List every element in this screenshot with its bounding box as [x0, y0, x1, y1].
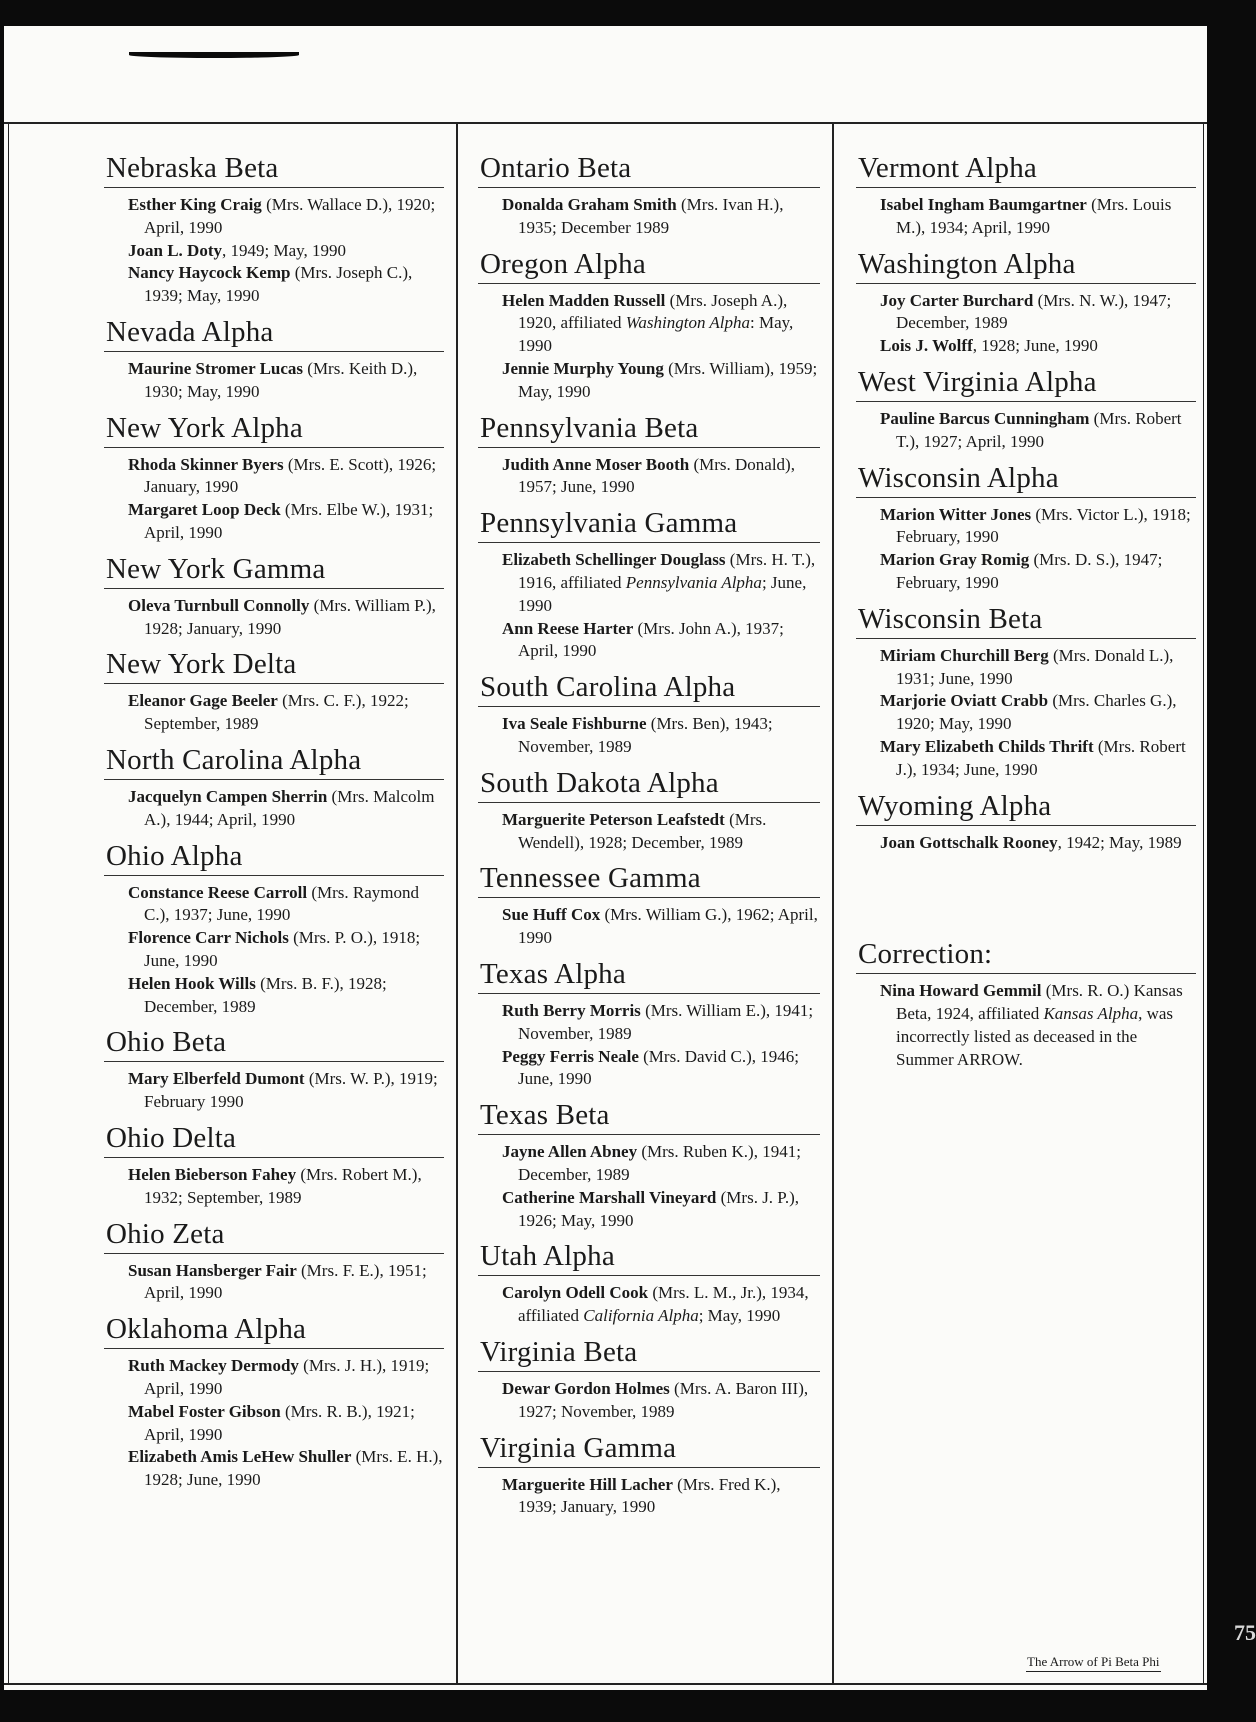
member-name: Margaret Loop Deck: [128, 500, 281, 520]
memorial-entry: [478, 1187, 820, 1233]
memorial-entry: [104, 786, 444, 832]
chapter-section: [104, 647, 444, 736]
chapter-section: [104, 552, 444, 641]
chapter-section: [478, 670, 820, 759]
memorial-entry: [856, 832, 1196, 855]
memorial-entry: [856, 980, 1196, 1071]
memorial-entry: [478, 454, 820, 500]
member-name: Dewar Gordon Holmes: [502, 1378, 670, 1398]
member-name: Helen Bieberson Fahey: [128, 1164, 297, 1184]
publication-footer: The Arrow of Pi Beta Phi: [1026, 1654, 1161, 1672]
member-name: Susan Hansberger Fair: [128, 1260, 297, 1280]
member-name: Florence Carr Nichols: [128, 928, 289, 948]
chapter-section: [104, 315, 444, 404]
memorial-entry: [478, 358, 820, 404]
member-name: Marjorie Oviatt Crabb: [880, 691, 1049, 711]
member-detail: (Mrs. William P.), 1928; January, 1990: [144, 595, 436, 638]
chapter-section: [104, 839, 444, 1019]
correction-heading: Correction:: [856, 937, 1196, 974]
chapter-section: [856, 789, 1196, 855]
chapter-section: [856, 602, 1196, 782]
member-name: Ruth Mackey Dermody: [128, 1356, 299, 1376]
chapter-heading: New York Delta: [104, 647, 444, 684]
chapter-section: [856, 247, 1196, 358]
member-detail: (Mrs. R. B.), 1921; April, 1990: [144, 1401, 415, 1444]
member-detail: (Mrs. David C.), 1946; June, 1990: [518, 1046, 799, 1089]
chapter-section: [478, 411, 820, 500]
member-name: Oleva Turnbull Connolly: [128, 595, 310, 615]
member-detail: (Mrs. Robert M.), 1932; September, 1989: [144, 1164, 422, 1207]
member-detail-end: ; May, 1990: [698, 1306, 781, 1326]
memorial-entry: [478, 904, 820, 950]
memorial-entry: [856, 549, 1196, 595]
chapter-section: [104, 151, 444, 308]
memorial-entry: [104, 973, 444, 1019]
memorial-entry: [104, 1355, 444, 1401]
member-detail: (Mrs. Elbe W.), 1931; April, 1990: [144, 500, 434, 542]
member-detail-end: : May, 1990: [518, 313, 794, 356]
memorial-entry: [104, 499, 444, 545]
affiliated-chapter: Pennsylvania Alpha: [625, 572, 762, 592]
memorial-entry: [478, 618, 820, 664]
memorial-entry: [856, 690, 1196, 736]
member-name: Joan Gottschalk Rooney: [880, 832, 1058, 852]
column-divider-1: [456, 122, 458, 1684]
member-detail: (Mrs. A. Baron III), 1927; November, 1989: [518, 1378, 809, 1421]
chapter-heading: West Virginia Alpha: [856, 365, 1196, 402]
memorial-entry: [104, 1446, 444, 1492]
memorial-entry: [856, 335, 1196, 358]
member-name: Marguerite Peterson Leafstedt: [502, 809, 725, 829]
member-name: Maurine Stromer Lucas: [128, 358, 304, 378]
memorial-entry: [104, 595, 444, 641]
chapter-section: [104, 411, 444, 545]
member-detail: (Mrs. E. H.), 1928; June, 1990: [144, 1447, 443, 1490]
page-number: 75: [1234, 1620, 1256, 1645]
member-detail: (Mrs. Ruben K.), 1941; December, 1989: [518, 1142, 801, 1184]
chapter-heading: Pennsylvania Gamma: [478, 506, 820, 543]
member-name: Ruth Berry Morris: [502, 1000, 641, 1020]
member-name: Peggy Ferris Neale: [502, 1046, 639, 1066]
member-name: Mabel Foster Gibson: [128, 1401, 281, 1421]
member-name: Mary Elizabeth Childs Thrift: [880, 736, 1094, 756]
member-detail: (Mrs. J. P.), 1926; May, 1990: [518, 1187, 800, 1230]
memorial-entry: [104, 240, 444, 263]
member-detail-end: , was incorrectly listed as deceased in the Summer ARROW.: [896, 1004, 1174, 1069]
chapter-section: [856, 151, 1196, 240]
chapter-heading: Wyoming Alpha: [856, 789, 1196, 826]
member-name: Helen Hook Wills: [128, 973, 256, 993]
member-detail: (Mrs. Fred K.), 1939; January, 1990: [518, 1474, 781, 1517]
memorial-entry: [856, 645, 1196, 691]
member-detail: (Mrs. Wendell), 1928; December, 1989: [518, 809, 767, 852]
chapter-section: [478, 1098, 820, 1232]
chapter-section: [104, 1121, 444, 1210]
member-name: Constance Reese Carroll: [128, 882, 308, 902]
chapter-section: [856, 365, 1196, 454]
memorial-entry: [104, 1260, 444, 1306]
member-name: Jayne Allen Abney: [502, 1142, 638, 1162]
memorial-entry: [478, 1474, 820, 1520]
memorial-entry: [478, 1378, 820, 1424]
member-detail: (Mrs. Keith D.), 1930; May, 1990: [144, 358, 418, 401]
chapter-section: [478, 1335, 820, 1424]
member-detail: (Mrs. Joseph C.), 1939; May, 1990: [144, 263, 413, 306]
column-3: [856, 151, 1196, 1079]
correction-section: [856, 937, 1196, 1071]
chapter-section: [104, 1217, 444, 1306]
member-name: Nina Howard Gemmil: [880, 981, 1042, 1001]
chapter-section: [478, 506, 820, 663]
member-detail: (Mrs. William), 1959; May, 1990: [518, 358, 818, 401]
affiliated-chapter: Washington Alpha: [625, 313, 751, 333]
memorial-entry: [104, 454, 444, 500]
member-detail: (Mrs. F. E.), 1951; April, 1990: [144, 1260, 427, 1303]
member-name: Joy Carter Burchard: [880, 290, 1034, 310]
chapter-heading: Vermont Alpha: [856, 151, 1196, 188]
member-detail: (Mrs. J. H.), 1919; April, 1990: [144, 1356, 430, 1398]
chapter-heading: Pennsylvania Beta: [478, 411, 820, 448]
memorial-entry: [478, 290, 820, 358]
member-name: Jacquelyn Campen Sherrin: [128, 786, 328, 806]
member-name: Isabel Ingham Baumgartner: [880, 195, 1087, 214]
member-name: Judith Anne Moser Booth: [502, 454, 690, 474]
member-name: Marguerite Hill Lacher: [502, 1474, 673, 1494]
member-detail: (Mrs. L. M., Jr.), 1934, affiliated: [518, 1283, 809, 1326]
chapter-heading: Ontario Beta: [478, 151, 820, 188]
chapter-section: [856, 461, 1196, 595]
member-detail: (Mrs. Wallace D.), 1920; April, 1990: [144, 195, 436, 237]
member-name: Iva Seale Fishburne: [502, 714, 647, 734]
chapter-heading: Oklahoma Alpha: [104, 1312, 444, 1349]
member-detail: (Mrs. W. P.), 1919; February 1990: [144, 1069, 438, 1112]
memorial-entry: [104, 262, 444, 308]
memorial-entry: [104, 1164, 444, 1210]
member-name: Marion Gray Romig: [880, 550, 1030, 570]
memorial-entry: [478, 809, 820, 855]
chapter-heading: Oregon Alpha: [478, 247, 820, 284]
member-detail: (Mrs. Joseph A.), 1920, affiliated: [518, 290, 788, 333]
chapter-section: [478, 1239, 820, 1328]
chapter-heading: Ohio Alpha: [104, 839, 444, 876]
memorial-entry: [478, 1000, 820, 1046]
member-name: Jennie Murphy Young: [502, 358, 664, 378]
memorial-entry: [478, 1141, 820, 1187]
memorial-entry: [856, 194, 1196, 240]
chapter-heading: Virginia Beta: [478, 1335, 820, 1372]
chapter-heading: South Dakota Alpha: [478, 766, 820, 803]
member-detail: (Mrs. E. Scott), 1926; January, 1990: [144, 454, 437, 497]
chapter-heading: Ohio Beta: [104, 1025, 444, 1062]
chapter-heading: Texas Alpha: [478, 957, 820, 994]
chapter-section: [478, 766, 820, 855]
chapter-heading: Nevada Alpha: [104, 315, 444, 352]
member-detail: , 1928; June, 1990: [972, 336, 1098, 356]
memorial-entry: [104, 1401, 444, 1447]
chapter-section: [104, 1312, 444, 1492]
member-name: Eleanor Gage Beeler: [128, 691, 278, 711]
memorial-entry: [104, 358, 444, 404]
member-detail: (Mrs. Victor L.), 1918; February, 1990: [896, 504, 1191, 547]
chapter-heading: Virginia Gamma: [478, 1431, 820, 1468]
member-name: Elizabeth Schellinger Douglass: [502, 550, 726, 570]
chapter-section: [478, 1431, 820, 1520]
column-2: [478, 151, 820, 1526]
memorial-entry: [104, 927, 444, 973]
chapter-heading: North Carolina Alpha: [104, 743, 444, 780]
spacer: [856, 861, 1196, 937]
chapter-heading: Wisconsin Beta: [856, 602, 1196, 639]
member-detail: (Mrs. B. F.), 1928; December, 1989: [144, 973, 387, 1016]
member-name: Sue Huff Cox: [502, 905, 601, 925]
member-detail: (Mrs. Donald L.), 1931; June, 1990: [896, 645, 1174, 688]
member-detail: (Mrs. H. T.), 1916, affiliated: [518, 550, 816, 592]
chapter-section: [478, 957, 820, 1091]
memorial-entry: [478, 1046, 820, 1092]
column-1: [104, 151, 444, 1499]
memorial-entry: [856, 736, 1196, 782]
member-name: Helen Madden Russell: [502, 290, 666, 310]
magazine-page: [4, 26, 1207, 1690]
memorial-entry: [478, 194, 820, 240]
memorial-entry: [478, 1282, 820, 1328]
member-detail: , 1949; May, 1990: [221, 240, 347, 260]
member-name: Elizabeth Amis LeHew Shuller: [128, 1447, 352, 1467]
member-detail: (Mrs. Ivan H.), 1935; December 1989: [518, 195, 784, 237]
member-name: Carolyn Odell Cook: [502, 1283, 649, 1303]
chapter-heading: Tennessee Gamma: [478, 861, 820, 898]
chapter-section: [104, 743, 444, 832]
chapter-heading: Ohio Delta: [104, 1121, 444, 1158]
member-name: Miriam Churchill Berg: [880, 645, 1049, 665]
member-name: Nancy Haycock Kemp: [128, 263, 291, 283]
chapter-section: [104, 1025, 444, 1114]
member-detail: (Mrs. P. O.), 1918; June, 1990: [144, 928, 421, 970]
bottom-rule: [4, 1683, 1207, 1685]
member-detail: (Mrs. Louis M.), 1934; April, 1990: [896, 195, 1172, 237]
member-name: Esther King Craig: [128, 195, 262, 214]
chapter-heading: South Carolina Alpha: [478, 670, 820, 707]
member-name: Joan L. Doty: [128, 240, 222, 260]
memorial-entry: [104, 1068, 444, 1114]
member-detail: (Mrs. Raymond C.), 1937; June, 1990: [144, 882, 420, 925]
member-detail: (Mrs. Ben), 1943; November, 1989: [518, 714, 773, 756]
member-detail: (Mrs. William G.), 1962; April, 1990: [518, 905, 818, 948]
chapter-heading: New York Gamma: [104, 552, 444, 589]
member-detail-end: ; June, 1990: [518, 572, 807, 615]
chapter-heading: New York Alpha: [104, 411, 444, 448]
scan-shadow: [129, 52, 299, 58]
member-detail: (Mrs. Donald), 1957; June, 1990: [518, 454, 795, 497]
memorial-entry: [478, 549, 820, 617]
chapter-heading: Texas Beta: [478, 1098, 820, 1135]
chapter-section: [478, 151, 820, 240]
chapter-heading: Nebraska Beta: [104, 151, 444, 188]
member-name: Catherine Marshall Vineyard: [502, 1187, 717, 1207]
member-detail: (Mrs. Malcolm A.), 1944; April, 1990: [144, 786, 435, 829]
chapter-heading: Wisconsin Alpha: [856, 461, 1196, 498]
member-detail: (Mrs. Robert J.), 1934; June, 1990: [896, 736, 1186, 779]
member-detail: (Mrs. R. O.) Kansas Beta, 1924, affiliated: [896, 981, 1183, 1024]
memorial-entry: [104, 690, 444, 736]
member-detail: , 1942; May, 1989: [1057, 832, 1182, 852]
affiliated-chapter: Kansas Alpha: [1043, 1004, 1139, 1024]
member-name: Marion Witter Jones: [880, 504, 1032, 524]
member-name: Mary Elberfeld Dumont: [128, 1069, 305, 1089]
chapter-heading: Washington Alpha: [856, 247, 1196, 284]
memorial-entry: [104, 194, 444, 240]
memorial-entry: [104, 882, 444, 928]
chapter-section: [478, 861, 820, 950]
memorial-entry: [856, 408, 1196, 454]
member-name: Rhoda Skinner Byers: [128, 454, 284, 474]
member-detail: (Mrs. Robert T.), 1927; April, 1990: [896, 408, 1182, 451]
chapter-heading: Utah Alpha: [478, 1239, 820, 1276]
column-divider-2: [832, 122, 834, 1684]
member-name: Ann Reese Harter: [502, 618, 634, 638]
affiliated-chapter: California Alpha: [583, 1306, 699, 1326]
chapter-section: [478, 247, 820, 404]
member-detail: (Mrs. John A.), 1937; April, 1990: [518, 618, 784, 661]
member-detail: (Mrs. D. S.), 1947; February, 1990: [896, 550, 1163, 592]
member-detail: (Mrs. C. F.), 1922; September, 1989: [144, 691, 409, 734]
memorial-entry: [856, 290, 1196, 336]
chapter-heading: Ohio Zeta: [104, 1217, 444, 1254]
member-name: Donalda Graham Smith: [502, 195, 677, 214]
member-detail: (Mrs. N. W.), 1947; December, 1989: [896, 290, 1172, 333]
member-name: Pauline Barcus Cunningham: [880, 408, 1090, 428]
member-detail: (Mrs. William E.), 1941; November, 1989: [518, 1000, 814, 1043]
memorial-entry: [856, 504, 1196, 550]
member-name: Lois J. Wolff: [880, 336, 973, 356]
member-detail: (Mrs. Charles G.), 1920; May, 1990: [896, 691, 1177, 734]
memorial-entry: [478, 713, 820, 759]
